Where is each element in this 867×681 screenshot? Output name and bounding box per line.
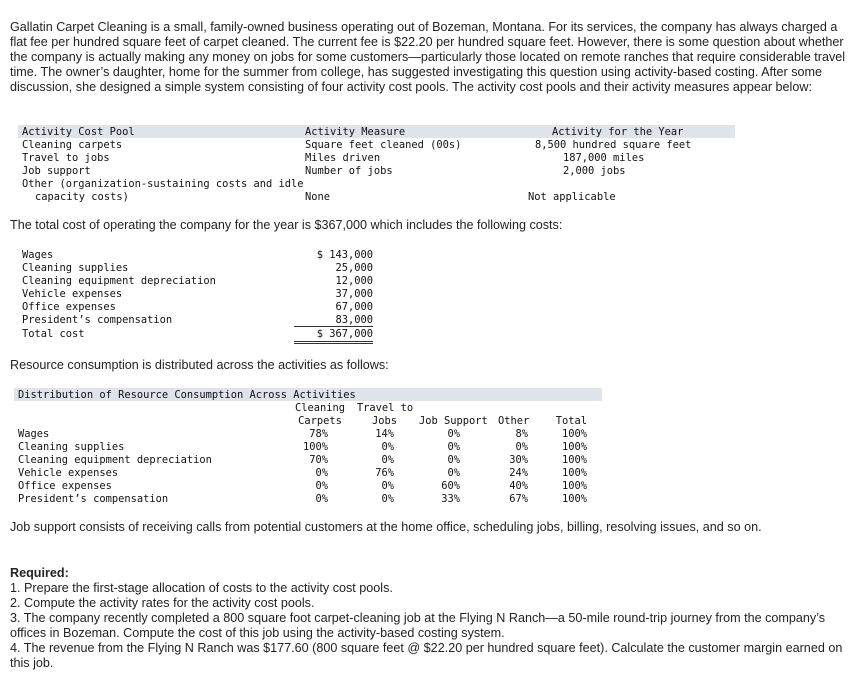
dist-cell: 0%: [447, 467, 460, 479]
col-header: Jobs: [371, 415, 397, 427]
cost-label: President’s compensation: [22, 314, 173, 326]
pool-row-name: Job support: [22, 165, 91, 177]
dist-row-label: Cleaning supplies: [18, 441, 125, 453]
required-item: 4. The revenue from the Flying N Ranch was $177.60 (800 square feet @ $22.20 per hundred square feet). Calculate the customer margin earned on this job.: [10, 641, 843, 670]
dist-cell: 100%: [561, 480, 587, 492]
dist-cell: 0%: [315, 493, 328, 505]
dist-cell: 0%: [381, 480, 394, 492]
col-header: Job Support: [419, 415, 488, 427]
dist-row-label: Vehicle expenses: [18, 467, 119, 479]
dist-cell: 76%: [375, 467, 394, 479]
dist-cell: 100%: [302, 441, 328, 453]
distribution-title: Distribution of Resource Consumption Across Activities: [18, 389, 356, 401]
col-header: Other: [498, 415, 530, 427]
pool-row-activity: 8,500 hundred square feet: [535, 139, 692, 151]
pools-header-measure: Activity Measure: [305, 126, 406, 138]
cost-label: Wages: [22, 249, 54, 261]
pool-row-name: Travel to jobs: [22, 152, 110, 164]
dist-cell: 0%: [315, 467, 328, 479]
required-item: 1. Prepare the first-stage allocation of costs to the activity cost pools.: [10, 581, 393, 595]
cost-total-label: Total cost: [22, 328, 85, 340]
intro-paragraph: Gallatin Carpet Cleaning is a small, family-owned business operating out of Bozeman, Montana. For its services, the company has always charged a flat fee per hundred square feet of carpet cleaned. The current fee is $22.20 per hundred square feet. However, there is some question about whether the company is actually making any money on jobs for some customers—particularly those located on remote ranches that require considerable travel time. The owner’s daughter, home for the summer from college, has suggested investigating this question using activity-based costing. After some discussion, she designed a simple system consisting of four activity cost pools. The activity cost pools and their activity measures appear below:: [10, 20, 846, 94]
cost-value: 67,000: [335, 301, 373, 313]
required-item: 2. Compute the activity rates for the activity cost pools.: [10, 596, 315, 610]
pools-header-activity: Activity for the Year: [552, 126, 684, 138]
pools-header-pool: Activity Cost Pool: [22, 126, 135, 138]
cost-value: 12,000: [335, 275, 373, 287]
cost-value: 37,000: [335, 288, 373, 300]
cost-label: Cleaning supplies: [22, 262, 129, 274]
dist-cell: 24%: [509, 467, 528, 479]
col-header: Travel to: [356, 402, 414, 414]
required-item: 3. The company recently completed a 800 square foot carpet-cleaning job at the Flying N Ranch—a 50-mile round-trip journey from the company’s offices in Bozeman. Compute the cost of this job using the activity-based costing system.: [10, 611, 826, 640]
cost-label: Office expenses: [22, 301, 116, 313]
dist-cell: 0%: [315, 480, 328, 492]
dist-cell: 33%: [441, 493, 460, 505]
dist-cell: 30%: [509, 454, 528, 466]
cost-label: Vehicle expenses: [22, 288, 123, 300]
col-header: Total: [555, 415, 587, 427]
pool-row-activity: 187,000 miles: [563, 152, 645, 164]
dist-cell: 70%: [309, 454, 328, 466]
dist-cell: 60%: [441, 480, 460, 492]
cost-value: 25,000: [335, 262, 373, 274]
pool-row-measure: Number of jobs: [305, 165, 393, 177]
dist-cell: 8%: [515, 428, 528, 440]
dist-cell: 0%: [515, 441, 528, 453]
dist-cell: 14%: [375, 428, 394, 440]
dist-row-label: Wages: [18, 428, 50, 440]
cost-value: 83,000: [335, 314, 373, 326]
pool-row-activity: 2,000 jobs: [563, 165, 626, 177]
dist-cell: 100%: [561, 441, 587, 453]
dist-cell: 0%: [381, 493, 394, 505]
dist-cell: 0%: [447, 454, 460, 466]
pool-row-activity: Not applicable: [528, 191, 616, 203]
dist-row-label: President’s compensation: [18, 493, 169, 505]
pool-row-measure: Square feet cleaned (00s): [305, 139, 462, 151]
dist-cell: 40%: [509, 480, 528, 492]
dist-row-label: Office expenses: [18, 480, 112, 492]
dist-cell: 78%: [309, 428, 328, 440]
dist-cell: 100%: [561, 493, 587, 505]
required-list: [10, 581, 850, 671]
cost-total-value: $ 367,000: [294, 326, 373, 344]
required-heading: Required:: [10, 566, 69, 580]
pool-row-name: Other (organization-sustaining costs and idle: [22, 178, 304, 190]
dist-cell: 100%: [561, 428, 587, 440]
dist-row-label: Cleaning equipment depreciation: [18, 454, 212, 466]
dist-cell: 0%: [381, 454, 394, 466]
pool-row-name: Cleaning carpets: [22, 139, 123, 151]
total-cost-sentence: The total cost of operating the company for the year is $367,000 which includes the following costs:: [10, 218, 563, 232]
cost-value: $ 143,000: [316, 249, 373, 261]
dist-cell: 67%: [509, 493, 528, 505]
dist-cell: 100%: [561, 467, 587, 479]
pool-row-measure: None: [305, 191, 331, 203]
col-header: Carpets: [298, 415, 342, 427]
required-section: [10, 566, 850, 671]
distribution-sentence: Resource consumption is distributed across the activities as follows:: [10, 358, 389, 372]
col-header: Cleaning: [294, 402, 346, 414]
pool-row-name-cont: capacity costs): [35, 191, 129, 203]
pool-row-measure: Miles driven: [305, 152, 381, 164]
dist-cell: 0%: [447, 428, 460, 440]
job-support-note: Job support consists of receiving calls from potential customers at the home office, scheduling jobs, billing, resolving issues, and so on.: [10, 520, 762, 534]
dist-cell: 0%: [447, 441, 460, 453]
dist-cell: 0%: [381, 441, 394, 453]
dist-cell: 100%: [561, 454, 587, 466]
cost-label: Cleaning equipment depreciation: [22, 275, 216, 287]
